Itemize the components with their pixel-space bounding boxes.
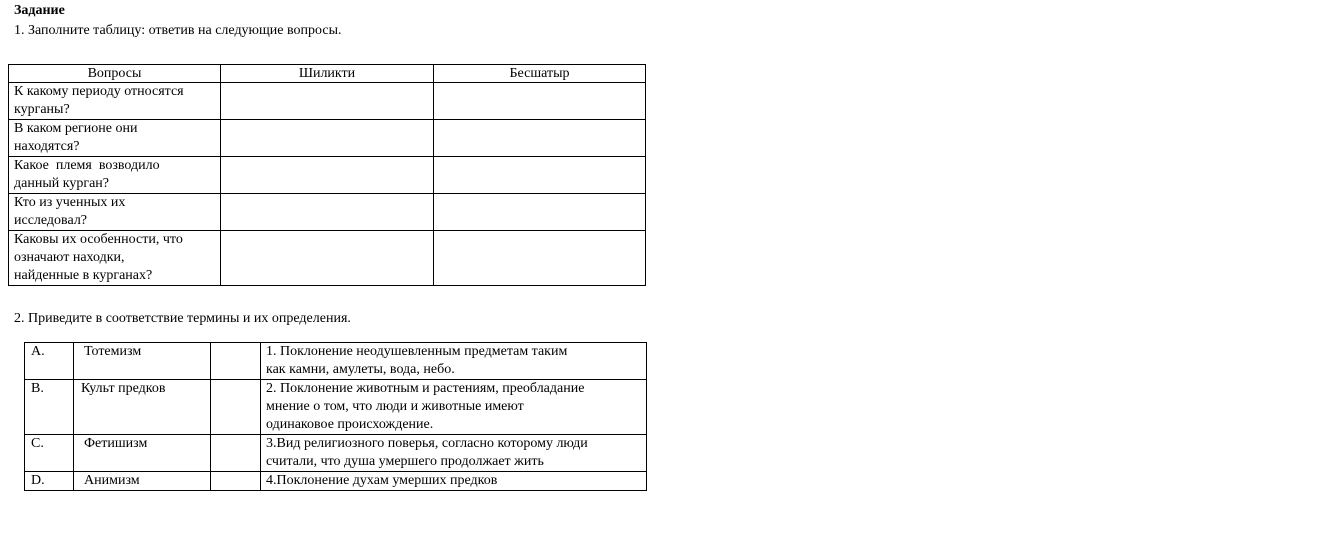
term-letter: D. — [25, 472, 74, 491]
table-row — [25, 343, 647, 380]
definition-cell — [261, 380, 647, 435]
definition-line: считали, что душа умершего продолжает жить — [266, 454, 544, 469]
header-shilikti: Шиликти — [221, 65, 434, 83]
term-name: Анимизм — [74, 472, 211, 491]
answer-cell-besshatyr[interactable] — [434, 157, 646, 194]
question-line: Кто из ученных их — [14, 195, 126, 210]
table-row — [9, 120, 646, 157]
term-name: Фетишизм — [74, 435, 211, 472]
question-line: Каковы их особенности, что — [14, 232, 183, 247]
match-answer-cell[interactable] — [211, 435, 261, 472]
task-heading: Задание — [14, 3, 65, 18]
header-questions: Вопросы — [9, 65, 221, 83]
question-line: В каком регионе они — [14, 121, 138, 136]
definition-line: как камни, амулеты, вода, небо. — [266, 362, 455, 377]
table-row — [25, 380, 647, 435]
term-letter: C. — [25, 435, 74, 472]
question-cell — [9, 157, 221, 194]
table-row — [25, 435, 647, 472]
question-line: найденные в курганах? — [14, 268, 153, 283]
definition-line: 2. Поклонение животным и растениям, преобладание — [266, 381, 585, 396]
table-row — [9, 157, 646, 194]
question-line: курганы? — [14, 102, 70, 117]
table-row — [9, 83, 646, 120]
question-line: данный курган? — [14, 176, 109, 191]
task1-instruction: 1. Заполните таблицу: ответив на следующие вопросы. — [14, 23, 342, 38]
definition-line: 1. Поклонение неодушевленным предметам таким — [266, 344, 568, 359]
definition-line: мнение о том, что люди и животные имеют — [266, 399, 524, 414]
header-besshatyr: Бесшатыр — [434, 65, 646, 83]
definition-line: 4.Поклонение духам умерших предков — [266, 473, 498, 488]
answer-cell-shilikti[interactable] — [221, 157, 434, 194]
table-row — [9, 231, 646, 286]
task2-instruction: 2. Приведите в соответствие термины и их определения. — [14, 311, 351, 326]
definition-line: одинаковое происхождение. — [266, 417, 434, 432]
question-line: исследовал? — [14, 213, 88, 228]
answer-cell-besshatyr[interactable] — [434, 83, 646, 120]
definition-cell — [261, 343, 647, 380]
answer-cell-shilikti[interactable] — [221, 83, 434, 120]
question-line: означают находки, — [14, 250, 125, 265]
question-cell — [9, 231, 221, 286]
answer-cell-shilikti[interactable] — [221, 120, 434, 157]
questions-table — [8, 64, 646, 286]
question-cell — [9, 194, 221, 231]
question-cell — [9, 120, 221, 157]
table-row — [25, 472, 647, 491]
answer-cell-besshatyr[interactable] — [434, 120, 646, 157]
answer-cell-besshatyr[interactable] — [434, 194, 646, 231]
answer-cell-shilikti[interactable] — [221, 194, 434, 231]
definition-line: 3.Вид религиозного поверья, согласно которому люди — [266, 436, 588, 451]
question-cell — [9, 83, 221, 120]
question-line: К какому периоду относятся — [14, 84, 184, 99]
match-answer-cell[interactable] — [211, 343, 261, 380]
questions-table-header — [9, 65, 646, 83]
definition-cell — [261, 435, 647, 472]
definition-cell — [261, 472, 647, 491]
match-answer-cell[interactable] — [211, 380, 261, 435]
term-letter: B. — [25, 380, 74, 435]
term-letter: A. — [25, 343, 74, 380]
term-name: Тотемизм — [74, 343, 211, 380]
term-name: Культ предков — [74, 380, 211, 435]
answer-cell-besshatyr[interactable] — [434, 231, 646, 286]
question-line: Какое племя возводило — [14, 158, 160, 173]
table-row — [9, 194, 646, 231]
answer-cell-shilikti[interactable] — [221, 231, 434, 286]
match-answer-cell[interactable] — [211, 472, 261, 491]
question-line: находятся? — [14, 139, 80, 154]
matching-table — [24, 342, 647, 491]
